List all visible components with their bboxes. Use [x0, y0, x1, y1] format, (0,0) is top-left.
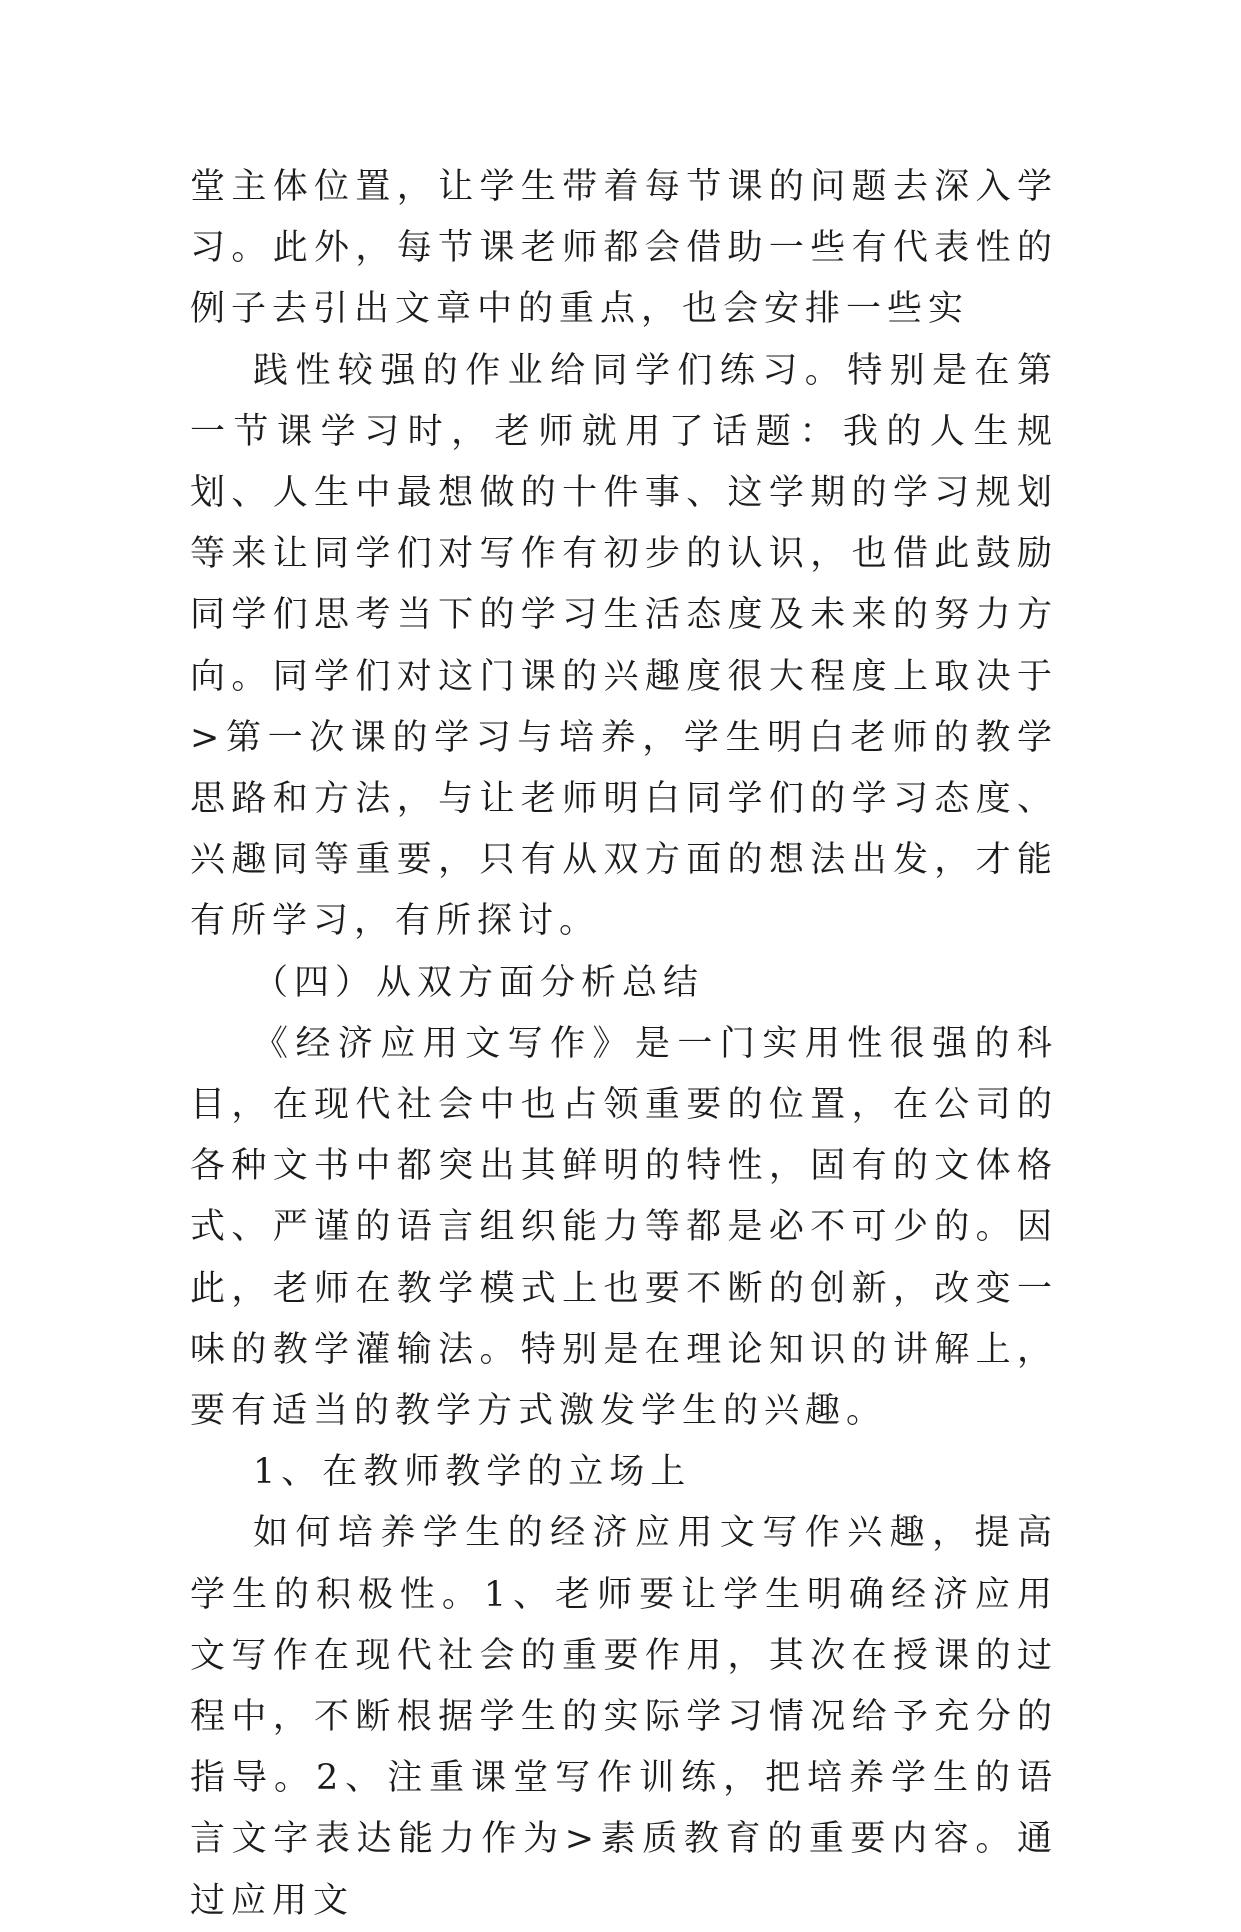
document-body — [190, 157, 1058, 1932]
paragraph-continuation: 堂主体位置，让学生带着每节课的问题去深入学习。此外，每节课老师都会借助一些有代表性的例子去引出文章中的重点，也会安排一些实 — [190, 167, 1058, 330]
paragraph-first-class-practice: 践性较强的作业给同学们练习。特别是在第一节课学习时，老师就用了话题：我的人生规划、人生中最想做的十件事、这学期的学习规划等来让同学们对写作有初步的认识，也借此鼓励同学们思考当下的学习生活态度及未来的努力方向。同学们对这门课的兴趣度很大程度上取决于>第一次课的学习与培养，学生明白老师的教学思路和方法，与让老师明白同学们的学习态度、兴趣同等重要，只有从双方面的想法出发，才能有所学习，有所探讨。 — [190, 350, 1058, 942]
paragraph-cultivate-interest: 如何培养学生的经济应用文写作兴趣，提高学生的积极性。1、老师要让学生明确经济应用文写作在现代社会的重要作用，其次在授课的过程中，不断根据学生的实际学习情况给予充分的指导。2、注重课堂写作训练，把培养学生的语言文字表达能力作为>素质教育的重要内容。通过应用文 — [190, 1513, 1058, 1921]
subsection-heading-teacher-perspective: 1、在教师教学的立场上 — [253, 1452, 692, 1493]
paragraph-economic-writing-intro: 《经济应用文写作》是一门实用性很强的科目，在现代社会中也占领重要的位置，在公司的各种文书中都突出其鲜明的特性，固有的文体格式、严谨的语言组织能力等都是必不可少的。因此，老师在教学模式上也要不断的创新，改变一味的教学灌输法。特别是在理论知识的讲解上，要有适当的教学方式激发学生的兴趣。 — [190, 1023, 1058, 1432]
section-heading-analysis-summary: （四）从双方面分析总结 — [253, 962, 705, 1003]
